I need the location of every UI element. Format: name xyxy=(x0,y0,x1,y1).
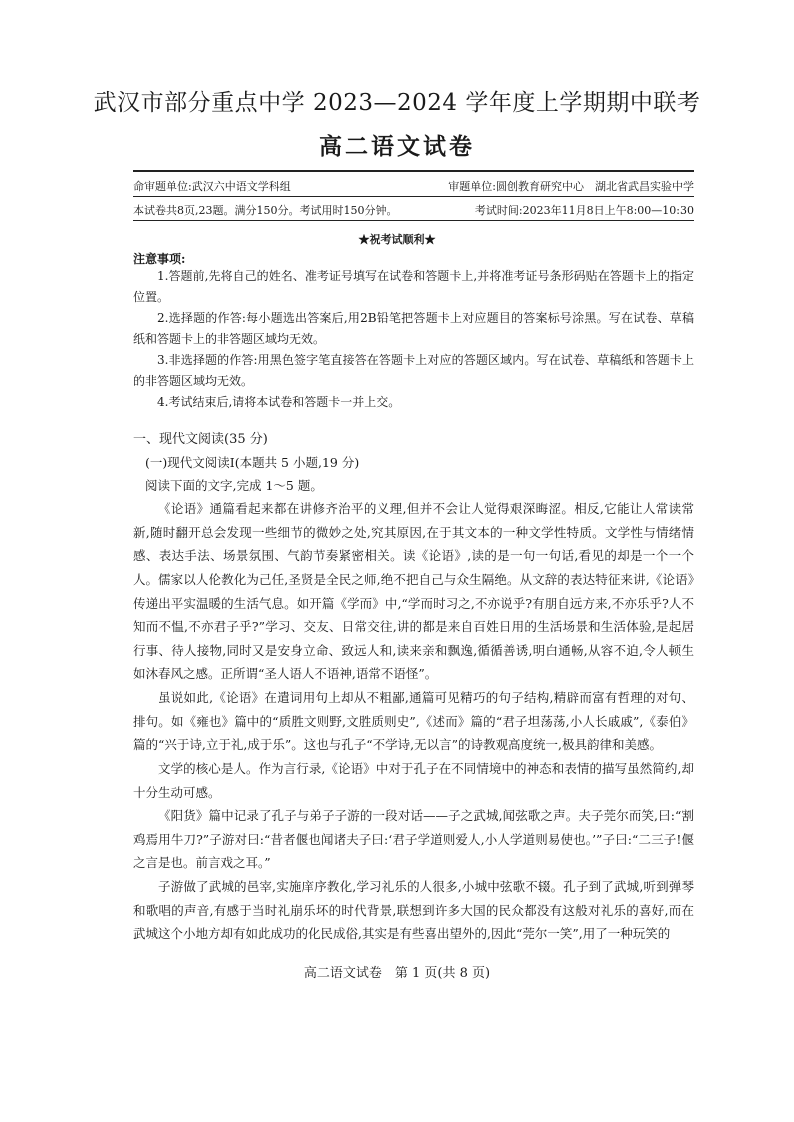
section-subheading: (一)现代文阅读Ⅰ(本题共 5 小题,19 分) xyxy=(145,455,360,470)
setter-row xyxy=(133,178,694,194)
reviewer-unit: 审题单位:圆创教育研究中心 湖北省武昌实验中学 xyxy=(448,180,694,193)
passage-paragraph: 子游做了武城的邑宰,实施庠序教化,学习礼乐的人很多,小城中弦歌不辍。孔子到了武城,听到弹琴和歌唱的声音,有感于当时礼崩乐坏的时代背景,联想到许多大国的民众都没有这般对礼乐的喜好,而在武城这个小地方却有如此成功的化民成俗,其实是有些喜出望外的,因此“莞尔一笑”,用了一种玩笑的 xyxy=(133,879,694,941)
good-luck-banner: ★祝考试顺利★ xyxy=(358,233,436,246)
info-row xyxy=(133,202,694,218)
note-item: 1.答题前,先将自己的姓名、准考证号填写在试卷和答题卡上,并将准考证号条形码贴在答题卡上的指定位置。 xyxy=(133,269,694,304)
note-item: 4.考试结束后,请将本试卷和答题卡一并上交。 xyxy=(157,395,401,409)
exam-title: 武汉市部分重点中学 2023—2024 学年度上学期期中联考 xyxy=(93,90,701,116)
reading-instruction: 阅读下面的文字,完成 1～5 题。 xyxy=(145,478,323,493)
header-rule-mid xyxy=(133,196,694,197)
section-heading: 一、现代文阅读(35 分) xyxy=(133,432,268,447)
passage-paragraph: 儒家以人伦教化为己任,圣贤是全民之师,绝不把自己与众生隔绝。从文辞的表达特征来讲,《论语》传递出平实温暖的生活气息。如开篇《学而》中,“学而时习之,不亦说乎?有朋自远方来,不亦乐乎?人不知而不愠,不亦君子乎?”学习、交友、日常交往,讲的都是来自百姓日用的生活场景和生活体验,是起居行事、待人接物,同时又是安身立命、致远人和,读来亲和飘逸,循循善诱,明白通畅,从容不迫,令人顿生如沐春风之感。正所谓“圣人语人不语神,语常不语怪”。 xyxy=(133,572,694,681)
passage-paragraph: 《阳货》篇中记录了孔子与弟子子游的一段对话——子之武城,闻弦歌之声。夫子莞尔而笑,曰:“割鸡焉用牛刀?”子游对曰:“昔者偃也闻诸夫子曰:‘君子学道则爱人,小人学道则易使也。’”子曰:“二三子!偃之言是也。前言戏之耳。” xyxy=(133,808,694,870)
exam-subtitle: 高二语文试卷 xyxy=(319,134,475,160)
passage-paragraph: 《论语》通篇看起来都在讲修齐治平的义理,但并不会让人觉得艰深晦涩。相反,它能让人常读常新,随时翻开总会发现一些细节的微妙之处,究其原因,在于其文本的一种文学性特质。文学性与情绪情感、表达手法、场景氛围、气韵节奏紧密相关。读《论语》,读的是一句一句话,看见的却是一个一个人。 xyxy=(133,501,694,587)
note-item: 2.选择题的作答:每小题选出答案后,用2B铅笔把答题卡上对应题目的答案标号涂黑。写在试卷、草稿纸和答题卡上的非答题区域均无效。 xyxy=(133,311,694,346)
setter-unit: 命审题单位:武汉六中语文学科组 xyxy=(133,180,291,193)
exam-info: 本试卷共8页,23题。满分150分。考试用时150分钟。 xyxy=(133,204,398,217)
header-rule-top xyxy=(133,170,694,172)
page-footer: 高二语文试卷 第 1 页(共 8 页) xyxy=(303,966,491,981)
passage-paragraph: 文学的核心是人。作为言行录,《论语》中对于孔子在不同情境中的神态和表情的描写虽然简约,却十分生动可感。 xyxy=(133,761,694,800)
exam-time: 考试时间:2023年11月8日上午8:00—10:30 xyxy=(474,204,694,217)
notes-heading: 注意事项: xyxy=(133,252,186,266)
header-rule-bottom xyxy=(133,220,694,221)
passage-paragraph: 虽说如此,《论语》在遣词用句上却从不粗鄙,通篇可见精巧的句子结构,精辟而富有哲理的对句、排句。如《雍也》篇中的“质胜文则野,文胜质则史”,《述而》篇的“君子坦荡荡,小人长戚戚”,《泰伯》篇的“兴于诗,立于礼,成于乐”。这也与孔子“不学诗,无以言”的诗教观高度统一,极具韵律和美感。 xyxy=(133,690,694,752)
note-item: 3.非选择题的作答:用黑色签字笔直接答在答题卡上对应的答题区域内。写在试卷、草稿纸和答题卡上的非答题区域均无效。 xyxy=(133,353,694,388)
